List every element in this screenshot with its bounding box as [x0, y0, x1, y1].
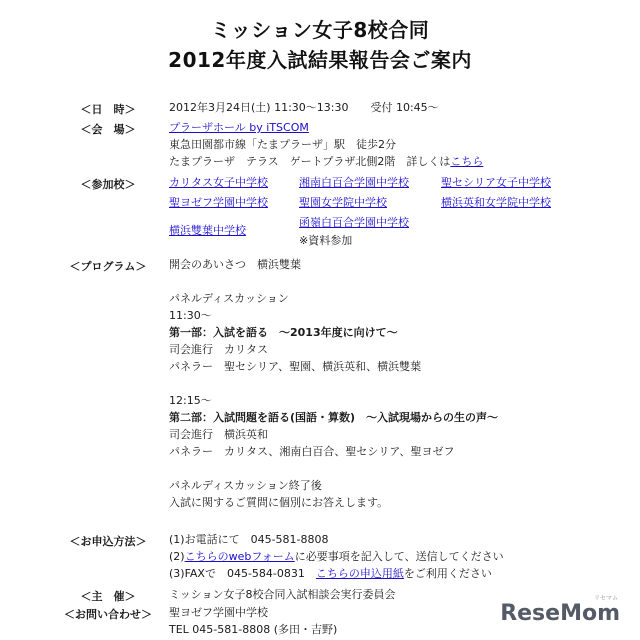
school-link[interactable]: 聖ヨゼフ学園中学校: [169, 196, 268, 209]
apply-web-prefix: (2): [169, 550, 185, 563]
school-link[interactable]: 横浜英和女学院中学校: [441, 196, 551, 209]
program-time1: 11:30～: [169, 309, 212, 322]
program-part2: 第二部：入試問題を語る(国語・算数) ～入試現場からの生の声～: [169, 411, 499, 424]
apply-web-suffix: に必要事項を記入して、送信してください: [294, 550, 504, 563]
apply-fax-suffix: をご利用ください: [403, 567, 492, 580]
school-link[interactable]: 湘南白百合学園中学校: [299, 176, 409, 189]
program-part1-panel: パネラー 聖セシリア、聖園、横浜英和、横浜雙葉: [169, 360, 422, 373]
apply-phone: (1)お電話にて 045-581-8808: [169, 533, 329, 546]
program-part2-panel: パネラー カリタス、湘南白百合、聖セシリア、聖ヨゼフ: [169, 445, 455, 458]
program-part1-moderator: 司会進行 カリタス: [169, 343, 268, 356]
venue-access: 東急田園都市線「たまプラーザ」駅 徒歩2分: [169, 138, 396, 151]
program-label: ＜プログラム＞: [69, 260, 147, 273]
datetime-value: 2012年3月24日(土) 11:30～13:30 受付 10:45～: [169, 101, 439, 114]
apply-fax-prefix: (3)FAXで 045-584-0831: [169, 567, 316, 580]
program-after1: パネルディスカッション終了後: [169, 479, 322, 492]
apply-web-form-link[interactable]: こちらのwebフォーム: [184, 550, 295, 563]
contact-school: 聖ヨゼフ学園中学校: [169, 606, 268, 619]
school-link[interactable]: 函嶺白百合学園中学校: [299, 216, 409, 229]
school-link[interactable]: 聖園女学院中学校: [299, 196, 387, 209]
host-label: ＜主 催＞: [80, 590, 136, 603]
school-link[interactable]: 横浜雙葉中学校: [169, 224, 246, 237]
program-panel-title: パネルディスカッション: [169, 292, 289, 305]
apply-fax-form-link[interactable]: こちらの申込用紙: [315, 567, 404, 580]
venue-detail-text: たまプラーザ テラス ゲートプラザ北側2階 詳しくは: [169, 155, 451, 168]
contact-phone: TEL 045-581-8808 (多田・吉野): [169, 623, 338, 636]
contact-label: ＜お問い合わせ＞: [64, 608, 152, 621]
program-opening: 開会のあいさつ 横浜雙葉: [169, 258, 301, 271]
school-link[interactable]: 聖セシリア女子中学校: [441, 176, 551, 189]
page-title-line1: ミッション女子8校合同: [210, 18, 430, 42]
schools-note: ※資料参加: [299, 234, 353, 247]
venue-link[interactable]: プラーザホール by iTSCOM: [169, 121, 309, 134]
program-after2: 入試に関するご質問に個別にお答えします。: [169, 496, 389, 509]
page-title-line2: 2012年度入試結果報告会ご案内: [168, 48, 472, 72]
venue-label: ＜会 場＞: [80, 123, 136, 136]
host-value: ミッション女子8校合同入試相談会実行委員会: [169, 588, 396, 601]
apply-label: ＜お申込方法＞: [69, 535, 147, 548]
program-part1: 第一部：入試を語る ～2013年度に向けて～: [169, 326, 398, 339]
program-part2-moderator: 司会進行 横浜英和: [169, 428, 268, 441]
school-link[interactable]: カリタス女子中学校: [169, 176, 268, 189]
logo-ruby: リセマム: [594, 595, 618, 602]
resemom-logo: ReseMom: [500, 601, 620, 626]
program-time2: 12:15～: [169, 394, 212, 407]
datetime-label: ＜日 時＞: [80, 103, 136, 116]
venue-detail-link[interactable]: こちら: [450, 155, 484, 168]
schools-label: ＜参加校＞: [80, 178, 136, 191]
